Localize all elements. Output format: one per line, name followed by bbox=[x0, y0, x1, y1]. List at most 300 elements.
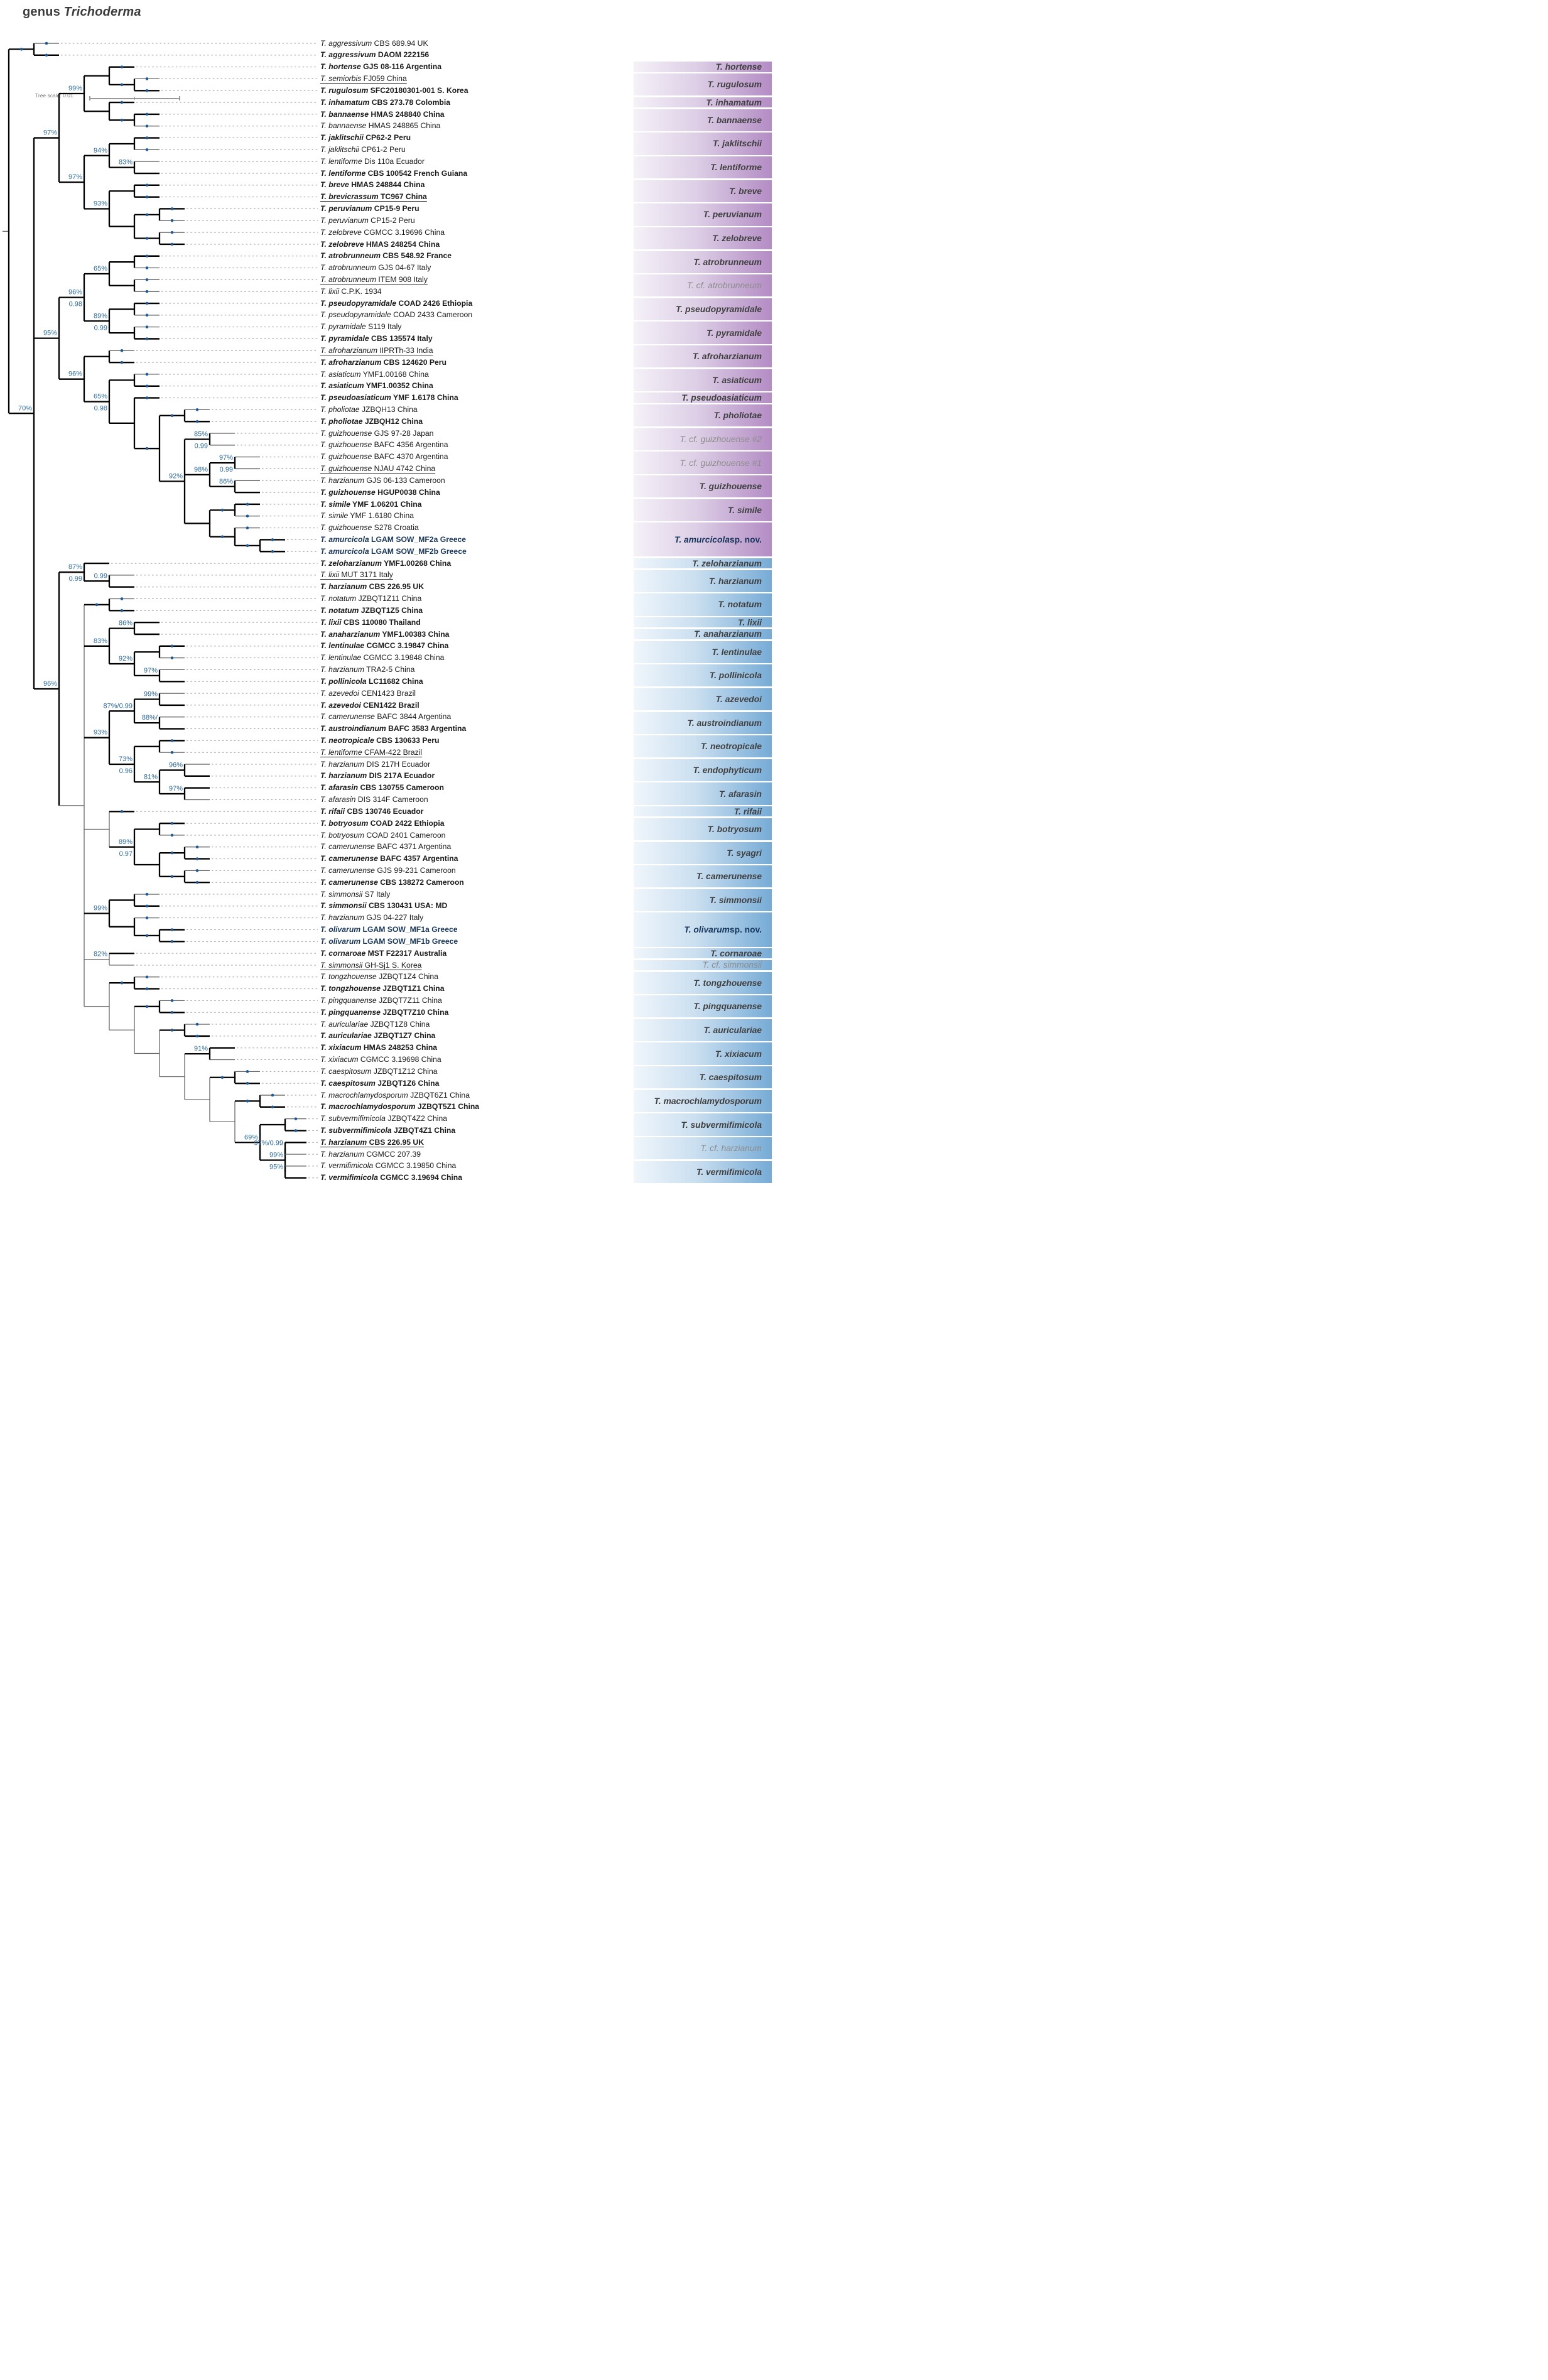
leaf-strain-country: LGAM SOW_MF1b Greece bbox=[360, 936, 458, 946]
leaf-strain-country: HMAS 248865 China bbox=[366, 121, 441, 131]
leaf-species-name: T. notatum bbox=[320, 594, 357, 603]
support-dot bbox=[196, 857, 199, 860]
support-value: 70% bbox=[18, 404, 32, 413]
leaf-species-name: T. simmonsii bbox=[320, 889, 363, 899]
leaf-species-name: T. amurcicola bbox=[320, 535, 369, 544]
leaf-strain-country: HMAS 248253 China bbox=[361, 1043, 438, 1052]
species-box-label: T. botryosum bbox=[707, 825, 762, 835]
leaf-strain-country: LGAM SOW_MF2b Greece bbox=[369, 546, 467, 556]
support-dot bbox=[146, 373, 149, 376]
support-dot bbox=[171, 822, 174, 825]
leaf-strain-country: Dis 110a Ecuador bbox=[362, 156, 425, 166]
leaf-species-name: T. zeloharzianum bbox=[320, 558, 382, 568]
leaf-strain-country: S7 Italy bbox=[362, 889, 391, 899]
support-dot bbox=[196, 420, 199, 423]
species-box-label: T. caespitosum bbox=[699, 1073, 762, 1083]
leaf-species-name: T. atrobrunneum bbox=[320, 263, 376, 273]
leaf-species-name: T. breve bbox=[320, 180, 349, 190]
leaf-strain-country: COAD 2422 Ethiopia bbox=[368, 818, 445, 828]
leaf-species-name: T. afroharzianum bbox=[320, 345, 378, 355]
leaf-species-name: T. neotropicale bbox=[320, 735, 374, 745]
leaf-strain-country: CBS 273.78 Colombia bbox=[369, 97, 451, 107]
leaf-strain-country: JZBQT1Z7 China bbox=[371, 1031, 436, 1041]
support-dot bbox=[146, 893, 149, 896]
leaf-strain-country: GH-Sj1 S. Korea bbox=[362, 960, 422, 970]
species-box-label: T. pseudoasiaticum bbox=[681, 393, 762, 403]
support-value: 82% bbox=[93, 950, 107, 958]
support-value: 97% bbox=[168, 785, 183, 793]
support-dot bbox=[171, 1029, 174, 1032]
leaf-species-name: T. olivarum bbox=[320, 936, 361, 946]
support-value: 99% bbox=[143, 690, 158, 698]
leaf-species-name: T. peruvianum bbox=[320, 204, 372, 214]
leaf-species-name: T. harzianum bbox=[320, 1137, 367, 1147]
leaf-strain-country: CGMCC 3.19850 China bbox=[373, 1161, 457, 1171]
species-box-label: T. amurcicola bbox=[674, 534, 730, 544]
tree-scale-label: Tree scale: 0.01 bbox=[35, 92, 73, 99]
species-box-label: T. anaharzianum bbox=[694, 629, 762, 639]
leaf-species-name: T. caespitosum bbox=[320, 1078, 376, 1088]
support-value: 97% bbox=[143, 666, 158, 674]
support-dot bbox=[20, 48, 23, 51]
leaf-strain-country: FJ059 China bbox=[361, 74, 407, 84]
leaf-species-name: T. macrochlamydosporum bbox=[320, 1090, 408, 1100]
leaf-strain-country: S119 Italy bbox=[365, 322, 402, 332]
support-value: 97% bbox=[43, 129, 57, 137]
leaf-strain-country: CGMCC 3.19698 China bbox=[358, 1055, 441, 1064]
leaf-species-name: T. aggressivum bbox=[320, 38, 372, 48]
leaf-species-name: T. pseudoasiaticum bbox=[320, 393, 391, 403]
leaf-strain-country: BAFC 3583 Argentina bbox=[386, 724, 467, 733]
support-dot bbox=[246, 526, 249, 529]
support-value: 99% bbox=[68, 84, 82, 92]
support-value: 87% bbox=[68, 563, 82, 571]
leaf-species-name: T. afroharzianum bbox=[320, 357, 382, 367]
species-box-label: T. camerunense bbox=[696, 872, 762, 882]
leaf-species-name: T. subvermifimicola bbox=[320, 1114, 386, 1123]
leaf-strain-country: CEN1422 Brazil bbox=[360, 700, 419, 710]
species-box-label: T. pholiotae bbox=[713, 411, 762, 421]
species-box-label: T. lentinulae bbox=[712, 647, 762, 657]
species-box-label: T. simile bbox=[727, 505, 762, 515]
leaf-strain-country: JZBQH13 China bbox=[359, 405, 418, 414]
support-value: 96% bbox=[168, 761, 183, 769]
tree-canvas bbox=[0, 0, 774, 1190]
species-box-label: T. atrobrunneum bbox=[693, 257, 762, 267]
support-dot bbox=[146, 384, 149, 387]
leaf-species-name: T. cornaroae bbox=[320, 948, 366, 958]
leaf-strain-country: CBS 110080 Thailand bbox=[341, 617, 421, 627]
leaf-species-name: T. harzianum bbox=[320, 759, 364, 769]
support-dot bbox=[196, 1023, 199, 1026]
support-value: 0.97 bbox=[119, 850, 133, 858]
support-dot bbox=[196, 845, 199, 848]
leaf-strain-country: BAFC 4371 Argentina bbox=[374, 842, 452, 852]
leaf-species-name: T. lentinulae bbox=[320, 653, 362, 663]
leaf-species-name: T. austroindianum bbox=[320, 724, 386, 733]
species-box-suffix: sp. nov. bbox=[729, 534, 762, 544]
support-dot bbox=[246, 544, 249, 548]
leaf-species-name: T. lentinulae bbox=[320, 641, 365, 651]
species-box-label: T. olivarum bbox=[684, 924, 730, 934]
leaf-species-name: T. simile bbox=[320, 499, 350, 509]
leaf-strain-country: CP61-2 Peru bbox=[359, 144, 406, 154]
leaf-strain-country: CGMCC 3.19847 China bbox=[364, 641, 449, 651]
leaf-strain-country: HMAS 248254 China bbox=[364, 239, 440, 249]
leaf-species-name: T. peruvianum bbox=[320, 215, 369, 225]
support-dot bbox=[196, 408, 199, 411]
leaf-strain-country: BAFC 4356 Argentina bbox=[372, 440, 448, 450]
leaf-species-name: T. asiaticum bbox=[320, 369, 361, 379]
species-box-label: T. endophyticum bbox=[693, 765, 762, 775]
support-dot bbox=[45, 42, 48, 45]
leaf-strain-country: CGMCC 3.19696 China bbox=[361, 227, 445, 237]
support-dot bbox=[146, 290, 149, 293]
support-dot bbox=[221, 535, 224, 538]
species-box-label: T. syagri bbox=[727, 848, 762, 858]
leaf-species-name: T. bannaense bbox=[320, 109, 369, 119]
support-dot bbox=[171, 751, 174, 754]
leaf-species-name: T. vermifimicola bbox=[320, 1173, 378, 1182]
support-dot bbox=[171, 928, 174, 931]
support-value: 92% bbox=[168, 472, 183, 480]
leaf-species-name: T. afarasin bbox=[320, 795, 356, 804]
support-value: 98% bbox=[193, 465, 208, 473]
leaf-strain-country: CGMCC 3.19694 China bbox=[377, 1173, 462, 1182]
species-box-label: T. inhamatum bbox=[706, 97, 762, 107]
support-value: 0.99 bbox=[219, 466, 233, 474]
support-value: 83% bbox=[118, 158, 133, 166]
species-box-label: T. vermifimicola bbox=[696, 1167, 762, 1177]
leaf-species-name: T. jaklitschii bbox=[320, 133, 364, 143]
support-dot bbox=[246, 503, 249, 506]
leaf-species-name: T. guizhouense bbox=[320, 440, 372, 450]
species-box-label: T. cf. guizhouense #1 bbox=[679, 458, 762, 468]
support-dot bbox=[221, 1076, 224, 1079]
leaf-strain-country: TC967 China bbox=[378, 192, 427, 202]
support-dot bbox=[171, 207, 174, 210]
phylogenetic-tree-figure bbox=[0, 0, 774, 1190]
support-dot bbox=[121, 982, 124, 985]
leaf-strain-country: TRA2-5 China bbox=[364, 665, 415, 674]
leaf-strain-country: CBS 124620 Peru bbox=[381, 357, 447, 367]
leaf-species-name: T. botryosum bbox=[320, 830, 364, 840]
leaf-strain-country: JZBQT1Z4 China bbox=[376, 972, 438, 982]
leaf-strain-country: MUT 3171 Italy bbox=[339, 570, 393, 580]
leaf-strain-country: CBS 135574 Italy bbox=[369, 334, 433, 343]
leaf-strain-country: CBS 130746 Ecuador bbox=[345, 806, 424, 816]
leaf-species-name: T. amurcicola bbox=[320, 546, 369, 556]
support-dot bbox=[146, 136, 149, 139]
species-box-label: T. pollinicola bbox=[709, 671, 762, 681]
support-dot bbox=[146, 337, 149, 340]
leaf-strain-country: YMF1.00383 China bbox=[380, 629, 450, 639]
leaf-strain-country: JZBQT6Z1 China bbox=[408, 1090, 470, 1100]
support-dot bbox=[146, 266, 149, 269]
support-value: 81% bbox=[143, 773, 158, 781]
leaf-species-name: T. camerunense bbox=[320, 854, 378, 863]
leaf-strain-country: CBS 100542 French Guiana bbox=[365, 168, 468, 178]
leaf-species-name: T. hortense bbox=[320, 62, 361, 72]
leaf-strain-country: CEN1423 Brazil bbox=[359, 688, 416, 698]
leaf-strain-country: CFAM-422 Brazil bbox=[362, 747, 423, 757]
leaf-species-name: T. notatum bbox=[320, 605, 359, 615]
support-dot bbox=[146, 89, 149, 92]
support-value: 73% bbox=[118, 755, 133, 764]
leaf-species-name: T. anaharzianum bbox=[320, 629, 381, 639]
title-genus: Trichoderma bbox=[63, 5, 141, 19]
support-dot bbox=[146, 934, 149, 938]
leaf-strain-country: HMAS 248844 China bbox=[349, 180, 425, 190]
leaf-strain-country: ITEM 908 Italy bbox=[376, 274, 428, 284]
leaf-species-name: T. pollinicola bbox=[320, 676, 367, 686]
leaf-species-name: T. semiorbis bbox=[320, 74, 362, 84]
support-value: 99% bbox=[269, 1151, 283, 1159]
leaf-strain-country: LGAM SOW_MF1a Greece bbox=[360, 925, 458, 934]
leaf-strain-country: CGMCC 3.19848 China bbox=[361, 653, 445, 663]
species-box-label: T. zeloharzianum bbox=[692, 558, 762, 568]
leaf-strain-country: DIS 217A Ecuador bbox=[367, 771, 435, 781]
leaf-strain-country: CBS 130633 Peru bbox=[374, 735, 440, 745]
support-dot bbox=[171, 875, 174, 879]
leaf-species-name: T. camerunense bbox=[320, 877, 378, 887]
support-dot bbox=[146, 396, 149, 399]
support-dot bbox=[146, 148, 149, 151]
leaf-strain-country: GJS 04-227 Italy bbox=[364, 913, 424, 922]
species-box-label: T. afarasin bbox=[719, 789, 762, 799]
support-dot bbox=[246, 1082, 249, 1085]
leaf-strain-country: SFC20180301-001 S. Korea bbox=[368, 85, 468, 95]
leaf-species-name: T. camerunense bbox=[320, 865, 375, 875]
leaf-species-name: T. pseudopyramidale bbox=[320, 298, 396, 308]
title-prefix: genus bbox=[23, 5, 64, 19]
leaf-strain-country: GJS 06-133 Cameroon bbox=[364, 475, 445, 485]
support-dot bbox=[171, 219, 174, 222]
leaf-strain-country: CBS 130431 USA: MD bbox=[366, 901, 448, 911]
support-dot bbox=[146, 302, 149, 305]
support-value: 83% bbox=[93, 637, 107, 645]
support-dot bbox=[146, 278, 149, 281]
leaf-strain-country: COAD 2433 Cameroon bbox=[391, 310, 473, 320]
support-dot bbox=[146, 237, 149, 240]
leaf-species-name: T. atrobrunneum bbox=[320, 251, 381, 261]
support-dot bbox=[221, 509, 224, 512]
support-value: 95% bbox=[269, 1163, 283, 1171]
support-dot bbox=[271, 550, 274, 553]
species-box-label: T. peruvianum bbox=[703, 210, 762, 220]
leaf-strain-country: HMAS 248840 China bbox=[368, 109, 445, 119]
support-value: 97% bbox=[68, 173, 82, 181]
support-dot bbox=[146, 975, 149, 978]
leaf-species-name: T. zelobreve bbox=[320, 239, 364, 249]
leaf-strain-country: JZBQT1Z12 China bbox=[371, 1066, 438, 1076]
leaf-strain-country: COAD 2401 Cameroon bbox=[364, 830, 446, 840]
support-value: 93% bbox=[93, 728, 107, 737]
leaf-strain-country: COAD 2426 Ethiopia bbox=[396, 298, 473, 308]
support-dot bbox=[171, 645, 174, 648]
support-dot bbox=[121, 810, 124, 813]
support-value: 87%/0.99 bbox=[103, 702, 133, 710]
leaf-strain-country: YMF1.00352 China bbox=[364, 381, 433, 391]
leaf-species-name: T. bannaense bbox=[320, 121, 367, 131]
leaf-strain-country: BAFC 4370 Argentina bbox=[372, 452, 448, 462]
leaf-species-name: T. aggressivum bbox=[320, 50, 376, 60]
species-box-label: T. lentiforme bbox=[710, 163, 762, 173]
support-value: 97% bbox=[219, 454, 233, 462]
support-value: 95% bbox=[43, 329, 57, 337]
leaf-species-name: T. subvermifimicola bbox=[320, 1126, 392, 1135]
leaf-species-name: T. lentiforme bbox=[320, 168, 366, 178]
support-value: 94% bbox=[93, 146, 107, 154]
leaf-species-name: T. harzianum bbox=[320, 1149, 364, 1159]
leaf-strain-country: CGMCC 207.39 bbox=[364, 1149, 421, 1159]
support-dot bbox=[271, 1106, 274, 1109]
support-dot bbox=[146, 325, 149, 328]
leaf-species-name: T. lixii bbox=[320, 286, 340, 296]
support-dot bbox=[295, 1129, 298, 1132]
species-box-label: T. cf. guizhouense #2 bbox=[679, 434, 762, 444]
support-dot bbox=[171, 852, 174, 855]
leaf-strain-country: DAOM 222156 bbox=[376, 50, 430, 60]
support-dot bbox=[146, 113, 149, 116]
support-value: 93% bbox=[93, 200, 107, 208]
leaf-species-name: T. lixii bbox=[320, 617, 342, 627]
support-value: 96% bbox=[43, 680, 57, 688]
leaf-strain-country: YMF 1.6178 China bbox=[391, 393, 458, 403]
leaf-strain-country: JZBQT1Z11 China bbox=[356, 594, 422, 603]
leaf-species-name: T. harzianum bbox=[320, 665, 364, 674]
species-box-label: T. afroharzianum bbox=[692, 352, 762, 362]
leaf-strain-country: C.P.K. 1934 bbox=[339, 286, 382, 296]
species-box-label: T. hortense bbox=[715, 62, 762, 72]
leaf-strain-country: JZBQT7Z11 China bbox=[376, 996, 442, 1005]
leaf-species-name: T. botryosum bbox=[320, 818, 369, 828]
species-box-label: T. tongzhouense bbox=[693, 978, 762, 988]
leaf-species-name: T. tongzhouense bbox=[320, 984, 381, 993]
support-dot bbox=[171, 243, 174, 246]
leaf-species-name: T. guizhouense bbox=[320, 523, 372, 533]
support-dot bbox=[146, 447, 149, 450]
leaf-species-name: T. olivarum bbox=[320, 925, 361, 934]
species-box-label: T. subvermifimicola bbox=[681, 1120, 762, 1130]
leaf-species-name: T. simmonsii bbox=[320, 901, 367, 911]
leaf-strain-country: CBS 130755 Cameroon bbox=[358, 783, 444, 792]
leaf-species-name: T. guizhouense bbox=[320, 428, 372, 438]
support-value: 65% bbox=[93, 264, 107, 273]
support-value: 86% bbox=[118, 619, 133, 627]
leaf-species-name: T. simile bbox=[320, 511, 349, 521]
support-value: 96% bbox=[68, 370, 82, 378]
leaf-strain-country: CBS 138272 Cameroon bbox=[377, 877, 464, 887]
support-dot bbox=[196, 869, 199, 872]
species-box-label: T. pyramidale bbox=[706, 328, 762, 338]
species-box-label: T. notatum bbox=[718, 600, 762, 610]
leaf-species-name: T. pseudopyramidale bbox=[320, 310, 391, 320]
leaf-species-name: T. guizhouense bbox=[320, 452, 372, 462]
leaf-species-name: T. auriculariae bbox=[320, 1019, 369, 1029]
leaf-species-name: T. lixii bbox=[320, 570, 340, 580]
support-dot bbox=[196, 1035, 199, 1038]
support-dot bbox=[146, 214, 149, 217]
support-value: 0.99 bbox=[94, 324, 107, 332]
leaf-species-name: T. harzianum bbox=[320, 913, 364, 922]
species-box-label: T. rifaii bbox=[733, 806, 762, 816]
support-value: 0.98 bbox=[94, 404, 107, 413]
leaf-strain-country: GJS 08-116 Argentina bbox=[360, 62, 442, 72]
support-value: 92% bbox=[118, 655, 133, 663]
support-dot bbox=[146, 905, 149, 908]
support-dot bbox=[121, 361, 124, 364]
leaf-species-name: T. brevicrassum bbox=[320, 192, 379, 202]
support-dot bbox=[146, 195, 149, 198]
support-value: 99% bbox=[93, 904, 107, 912]
leaf-strain-country: YMF1.00168 China bbox=[360, 369, 429, 379]
leaf-strain-country: JZBQH12 China bbox=[362, 416, 423, 426]
leaf-species-name: T. harzianum bbox=[320, 475, 364, 485]
leaf-strain-country: CP62-2 Peru bbox=[363, 133, 411, 143]
leaf-strain-country: IIPRTh-33 India bbox=[377, 345, 433, 355]
leaf-species-name: T. harzianum bbox=[320, 582, 367, 592]
support-dot bbox=[146, 987, 149, 990]
support-value: 0.99 bbox=[68, 575, 82, 583]
leaf-species-name: T. afarasin bbox=[320, 783, 359, 792]
support-dot bbox=[246, 1070, 249, 1073]
leaf-species-name: T. azevedoi bbox=[320, 700, 361, 710]
species-box-label: T. bannaense bbox=[706, 115, 762, 125]
species-box-label: T. azevedoi bbox=[715, 694, 762, 704]
support-value: 85% bbox=[193, 430, 208, 438]
leaf-species-name: T. camerunense bbox=[320, 842, 375, 852]
support-value: 91% bbox=[193, 1045, 208, 1053]
leaf-strain-country: BAFC 4357 Argentina bbox=[377, 854, 458, 863]
leaf-species-name: T. simmonsii bbox=[320, 960, 363, 970]
leaf-species-name: T. xixiacum bbox=[320, 1055, 359, 1064]
support-dot bbox=[171, 231, 174, 234]
support-dot bbox=[295, 1117, 298, 1120]
support-dot bbox=[146, 184, 149, 187]
support-dot bbox=[196, 881, 199, 884]
leaf-strain-country: NJAU 4742 China bbox=[372, 464, 436, 473]
support-dot bbox=[121, 349, 124, 352]
support-dot bbox=[45, 54, 48, 57]
species-box-label: T. pseudopyramidale bbox=[676, 304, 762, 314]
leaf-species-name: T. auriculariae bbox=[320, 1031, 372, 1041]
species-box-label: T. neotropicale bbox=[700, 742, 762, 752]
leaf-species-name: T. atrobrunneum bbox=[320, 274, 376, 284]
support-dot bbox=[121, 84, 124, 87]
support-dot bbox=[271, 1094, 274, 1097]
species-box-label: T. cf. harzianum bbox=[700, 1144, 762, 1154]
leaf-species-name: T. pingquanense bbox=[320, 996, 377, 1005]
leaf-species-name: T. xixiacum bbox=[320, 1043, 362, 1052]
species-box-label: T. cornaroae bbox=[710, 948, 762, 958]
support-value: 89% bbox=[118, 838, 133, 846]
leaf-species-name: T. rugulosum bbox=[320, 85, 369, 95]
species-box-label: T. asiaticum bbox=[712, 375, 762, 385]
leaf-species-name: T. pyramidale bbox=[320, 322, 366, 332]
support-value: 0.96 bbox=[119, 767, 133, 776]
leaf-strain-country: LC11682 China bbox=[366, 676, 423, 686]
leaf-strain-country: CBS 226.95 UK bbox=[367, 582, 425, 592]
leaf-strain-country: CBS 689.94 UK bbox=[372, 38, 428, 48]
support-dot bbox=[171, 834, 174, 837]
leaf-strain-country: MST F22317 Australia bbox=[365, 948, 447, 958]
species-box-label: T. simmonsii bbox=[709, 895, 762, 905]
support-dot bbox=[246, 515, 249, 518]
leaf-strain-country: BAFC 3844 Argentina bbox=[374, 712, 452, 722]
support-dot bbox=[171, 656, 174, 659]
leaf-strain-country: GJS 99-231 Cameroon bbox=[374, 865, 456, 875]
